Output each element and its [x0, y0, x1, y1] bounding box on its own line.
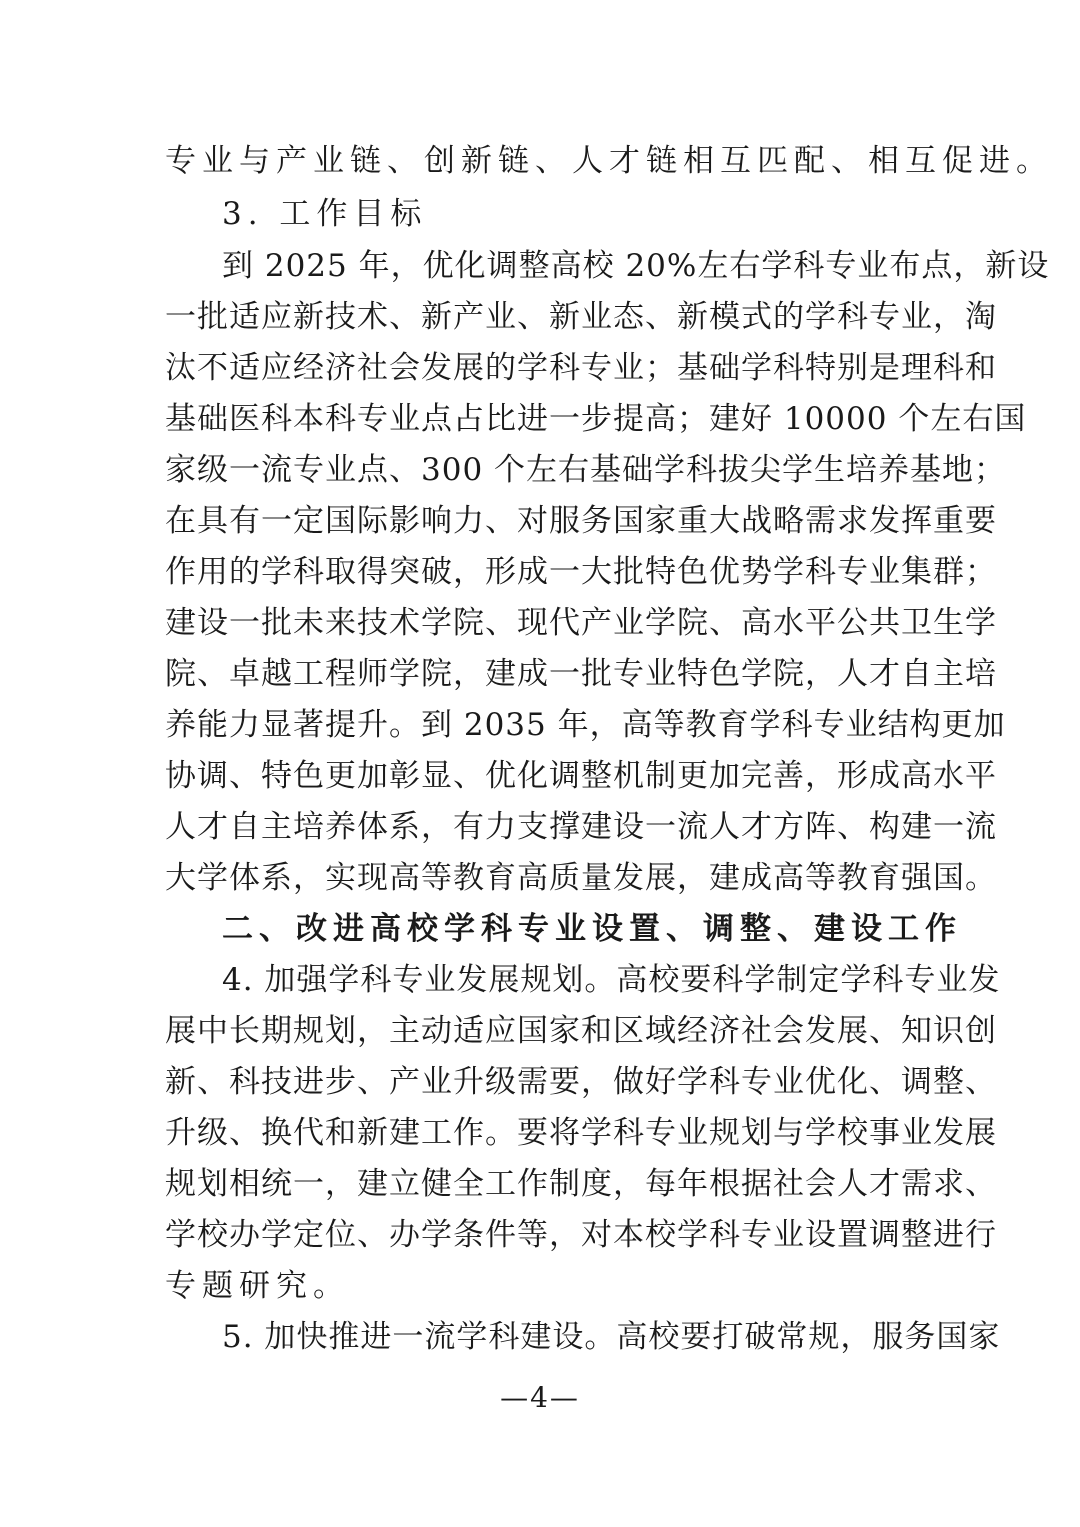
- text-line: 协调、特色更加彰显、优化调整机制更加完善，形成高水平: [165, 758, 997, 794]
- text-line: 到 2025 年，优化调整高校 20%左右学科专业布点，新设: [222, 248, 1050, 284]
- text-line: 展中长期规划，主动适应国家和区域经济社会发展、知识创: [165, 1013, 997, 1049]
- text-line: 升级、换代和新建工作。要将学科专业规划与学校事业发展: [165, 1115, 997, 1151]
- text-line: 新、科技进步、产业升级需要，做好学科专业优化、调整、: [165, 1064, 997, 1100]
- text-line: 院、卓越工程师学院，建成一批专业特色学院，人才自主培: [165, 656, 997, 692]
- text-line: 专业与产业链、创新链、人才链相互匹配、相互促进。: [165, 143, 1053, 179]
- text-line: 在具有一定国际影响力、对服务国家重大战略需求发挥重要: [165, 503, 997, 539]
- text-line: 养能力显著提升。到 2035 年，高等教育学科专业结构更加: [165, 707, 1006, 743]
- text-line: 家级一流专业点、300 个左右基础学科拔尖学生培养基地；: [165, 452, 1007, 488]
- text-line: 大学体系，实现高等教育高质量发展，建成高等教育强国。: [165, 860, 997, 896]
- text-line: 5. 加快推进一流学科建设。高校要打破常规，服务国家: [222, 1319, 1001, 1355]
- text-line: 人才自主培养体系，有力支撑建设一流人才方阵、构建一流: [165, 809, 997, 845]
- text-line: 4. 加强学科专业发展规划。高校要科学制定学科专业发: [222, 962, 1001, 998]
- page-number: —4—: [500, 1381, 580, 1414]
- text-line: 学校办学定位、办学条件等，对本校学科专业设置调整进行: [165, 1217, 997, 1253]
- section-subheading: 3. 工作目标: [222, 196, 428, 232]
- text-line: 一批适应新技术、新产业、新业态、新模式的学科专业，淘: [165, 299, 997, 335]
- section-heading: 二、改进高校学科专业设置、调整、建设工作: [222, 911, 962, 947]
- text-line: 规划相统一，建立健全工作制度，每年根据社会人才需求、: [165, 1166, 997, 1202]
- text-line: 基础医科本科专业点占比进一步提高；建好 10000 个左右国: [165, 401, 1027, 437]
- text-line: 建设一批未来技术学院、现代产业学院、高水平公共卫生学: [165, 605, 997, 641]
- text-line: 专题研究。: [165, 1268, 350, 1304]
- text-line: 汰不适应经济社会发展的学科专业；基础学科特别是理科和: [165, 350, 997, 386]
- text-line: 作用的学科取得突破，形成一大批特色优势学科专业集群；: [165, 554, 997, 590]
